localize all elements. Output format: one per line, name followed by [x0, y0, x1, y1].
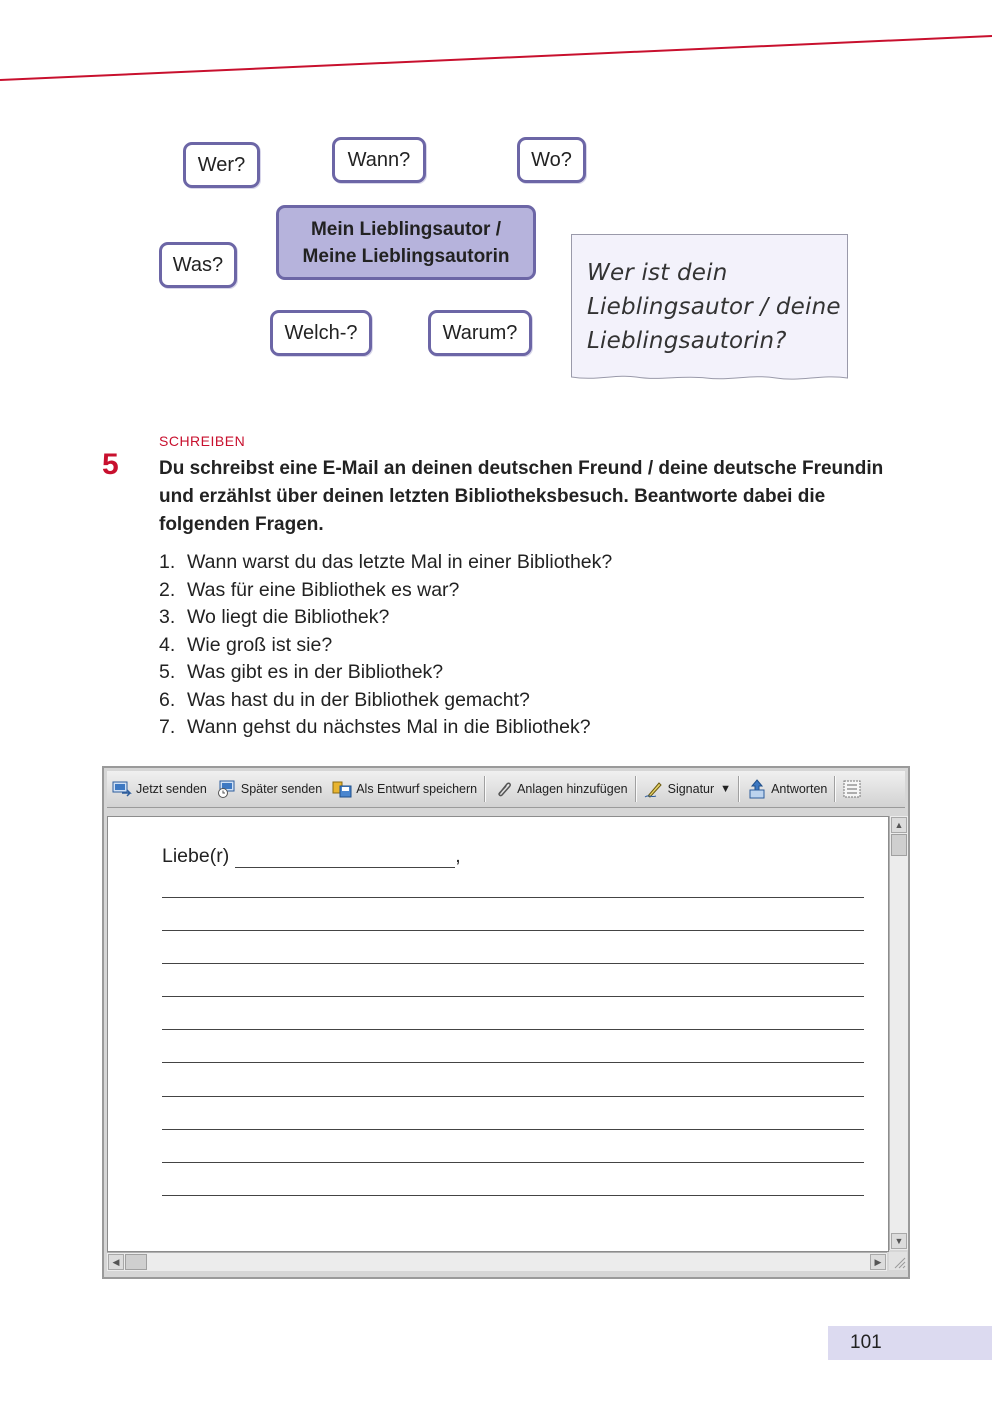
list-item: [159, 687, 612, 715]
add-attachments-button[interactable]: [488, 775, 633, 803]
add-attachments-label: Anlagen hinzufügen: [517, 782, 628, 796]
list-item-text: Was hast du in der Bibliothek gemacht?: [187, 688, 530, 711]
task-number: 5: [102, 448, 119, 481]
writing-line[interactable]: [162, 1096, 864, 1097]
mindmap-center-line1: Mein Lieblingsautor /: [310, 218, 501, 240]
writing-line[interactable]: [162, 1062, 864, 1063]
scroll-down-icon[interactable]: ▼: [891, 1233, 907, 1249]
save-draft-label: Als Entwurf speichern: [356, 782, 478, 796]
list-item: [159, 659, 612, 687]
writing-line[interactable]: [162, 1162, 864, 1163]
writing-line[interactable]: [162, 930, 864, 931]
signature-label: Signatur: [667, 782, 715, 796]
writing-line[interactable]: [162, 996, 864, 997]
greeting-comma: ,: [455, 845, 461, 867]
email-toolbar: [107, 771, 905, 808]
list-item-text: Wann warst du das letzte Mal in einer Bibliothek?: [187, 551, 613, 573]
note-line2: Lieblingsautor / deine: [587, 294, 841, 320]
send-now-button[interactable]: [107, 775, 212, 803]
send-later-button[interactable]: [212, 775, 327, 803]
handwritten-note: [571, 234, 848, 382]
chevron-down-icon: ▼: [720, 783, 732, 795]
scroll-left-icon[interactable]: ◀: [108, 1254, 124, 1270]
question-box-wann: [332, 137, 426, 183]
greeting-text: Liebe(r): [162, 845, 230, 867]
toolbar-separator: [635, 776, 637, 802]
list-item-number: 5.: [159, 661, 176, 683]
horizontal-scroll-thumb[interactable]: [125, 1254, 147, 1270]
list-item-number: 1.: [159, 551, 176, 573]
note-line3: Lieblingsautorin?: [587, 328, 787, 354]
resize-grip-lines: [889, 1252, 907, 1270]
list-item-text: Wie groß ist sie?: [187, 633, 333, 656]
writing-line[interactable]: [162, 1129, 864, 1130]
signature-pen-icon: [644, 780, 664, 798]
vertical-scrollbar[interactable]: [889, 816, 908, 1250]
toolbar-separator: [484, 776, 486, 802]
list-item: [159, 632, 612, 660]
task-instruction: Du schreibst eine E-Mail an deinen deutschen Freund / deine deutsche Freundin und erzählst über deinen letzten Bibliotheksbesuch. Beantworte dabei die folgenden Fragen.: [159, 458, 884, 535]
writing-line[interactable]: [162, 897, 864, 898]
question-wann: Wann?: [347, 148, 411, 171]
question-box-wer: [183, 142, 260, 188]
save-draft-button[interactable]: [327, 775, 482, 803]
section-label: SCHREIBEN: [159, 433, 246, 449]
reply-icon: [747, 779, 767, 799]
question-warum: Warum?: [442, 321, 518, 344]
list-item-number: 3.: [159, 606, 176, 628]
send-now-label: Jetzt senden: [136, 782, 207, 796]
list-item-text: Was gibt es in der Bibliothek?: [187, 661, 444, 683]
note-line1: Wer ist dein: [587, 260, 728, 286]
horizontal-scrollbar[interactable]: [107, 1252, 887, 1271]
send-now-icon: [112, 780, 132, 798]
list-item: [159, 549, 612, 577]
list-item-number: 6.: [159, 688, 176, 711]
question-box-wo: [517, 137, 586, 183]
scroll-up-icon[interactable]: ▲: [891, 817, 907, 833]
list-item: [159, 604, 612, 632]
list-item-text: Wo liegt die Bibliothek?: [187, 606, 390, 628]
list-item: [159, 714, 612, 742]
toolbar-separator: [834, 776, 836, 802]
list-item-number: 4.: [159, 633, 176, 656]
mindmap-center-line2: Meine Lieblingsautorin: [302, 245, 510, 267]
question-list: [159, 549, 612, 742]
writing-line[interactable]: [162, 963, 864, 964]
list-item-number: 7.: [159, 716, 176, 738]
toolbar-separator: [738, 776, 740, 802]
question-welch: Welch-?: [284, 321, 358, 344]
greeting-line: [162, 845, 461, 868]
send-later-icon: [217, 780, 237, 798]
paperclip-icon: [493, 780, 513, 798]
writing-line[interactable]: [162, 1195, 864, 1196]
save-draft-icon: [332, 780, 352, 798]
send-later-label: Später senden: [240, 782, 323, 796]
question-box-warum: [428, 310, 532, 356]
question-box-welch: [270, 310, 372, 356]
question-wo: Wo?: [531, 148, 572, 171]
page-number: 101: [828, 1326, 992, 1360]
reply-label: Antworten: [771, 782, 828, 796]
question-box-was: [159, 242, 237, 288]
writing-line[interactable]: [162, 1029, 864, 1030]
mindmap-center: [276, 205, 536, 280]
list-item-text: Was für eine Bibliothek es war?: [187, 578, 460, 601]
header-red-line: [0, 0, 992, 90]
vertical-scroll-thumb[interactable]: [891, 834, 907, 856]
question-wer: Wer?: [197, 153, 246, 176]
email-window: [102, 766, 910, 1279]
more-options-icon: [843, 780, 861, 798]
greeting-blank[interactable]: [235, 847, 455, 868]
resize-grip-icon[interactable]: [889, 1252, 907, 1270]
list-item-text: Wann gehst du nächstes Mal in die Bibliothek?: [187, 716, 591, 738]
more-options-button[interactable]: [838, 775, 870, 803]
scroll-right-icon[interactable]: ▶: [870, 1254, 886, 1270]
reply-button[interactable]: [742, 775, 832, 803]
signature-dropdown[interactable]: [639, 775, 736, 803]
list-item-number: 2.: [159, 578, 176, 601]
list-item: [159, 577, 612, 605]
email-body[interactable]: [107, 816, 889, 1252]
question-was: Was?: [172, 253, 224, 276]
